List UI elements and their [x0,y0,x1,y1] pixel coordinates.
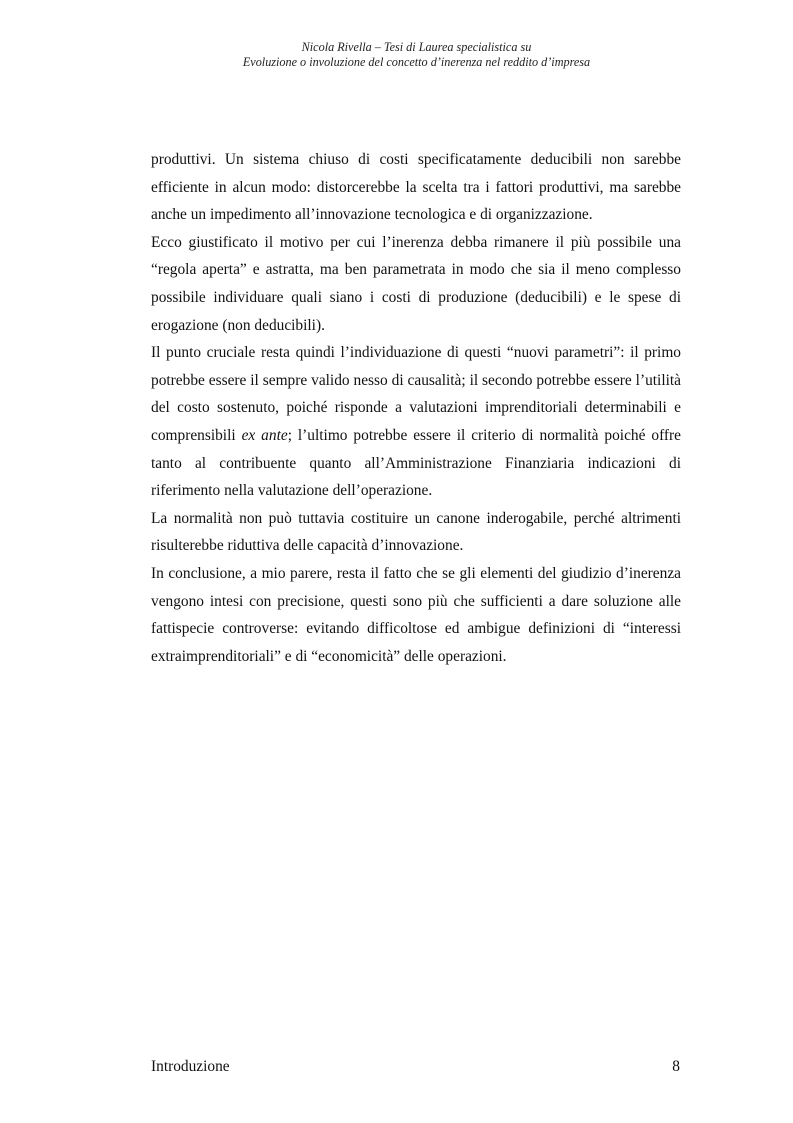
header-line-author: Nicola Rivella – Tesi di Laurea specialistica su [301,40,532,54]
paragraph-2: Ecco giustificato il motivo per cui l’inerenza debba rimanere il più possibile una “regola aperta” e astratta, ma ben parametrata in modo che sia il meno complesso possibile individuare quali siano i costi di produzione (deducibili) e le spese di erogazione (non deducibili). [151,233,681,334]
paragraph-3-text-after: ; l’ultimo potrebbe essere il criterio di normalità poiché offre tanto al contribuente quanto all’Amministrazione Finanziaria indicazioni di riferimento nella valutazione dell’operazione. [151,426,682,500]
paragraph-5: In conclusione, a mio parere, resta il fatto che se gli elementi del giudizio d’inerenza vengono intesi con precisione, questi sono più che sufficienti a dare soluzione alle fattispecie controverse: evitando difficoltose ed ambigue definizioni di “interessi extraimprenditoriali” e di “economicità” delle operazioni. [151,564,681,665]
body-text [151,146,681,670]
header-line-title: Evoluzione o involuzione del concetto d’inerenza nel reddito d’impresa [242,55,591,69]
paragraph-3-emphasis: ex ante [241,426,288,444]
footer-section-title: Introduzione [151,1058,230,1075]
paragraph-3 [151,339,681,505]
paragraph-4: La normalità non può tuttavia costituire un canone inderogabile, perché altrimenti risulterebbe riduttiva delle capacità d’innovazione. [151,509,681,555]
paragraph-3-text-before: Il punto cruciale resta quindi l’individuazione di questi “nuovi parametri”: il primo potrebbe essere il sempre valido nesso di causalità; il secondo potrebbe essere l’utilità del costo sostenuto, poiché risponde a valutazioni imprenditoriali determinabili e comprensibili [151,344,681,444]
paragraph-1: produttivi. Un sistema chiuso di costi specificatamente deducibili non sarebbe efficiente in alcun modo: distorcerebbe la scelta tra i fattori produttivi, ma sarebbe anche un impedimento all’innovazione tecnologica e di organizzazione. [151,151,681,224]
running-header [0,40,793,70]
page-number: 8 [672,1058,680,1075]
